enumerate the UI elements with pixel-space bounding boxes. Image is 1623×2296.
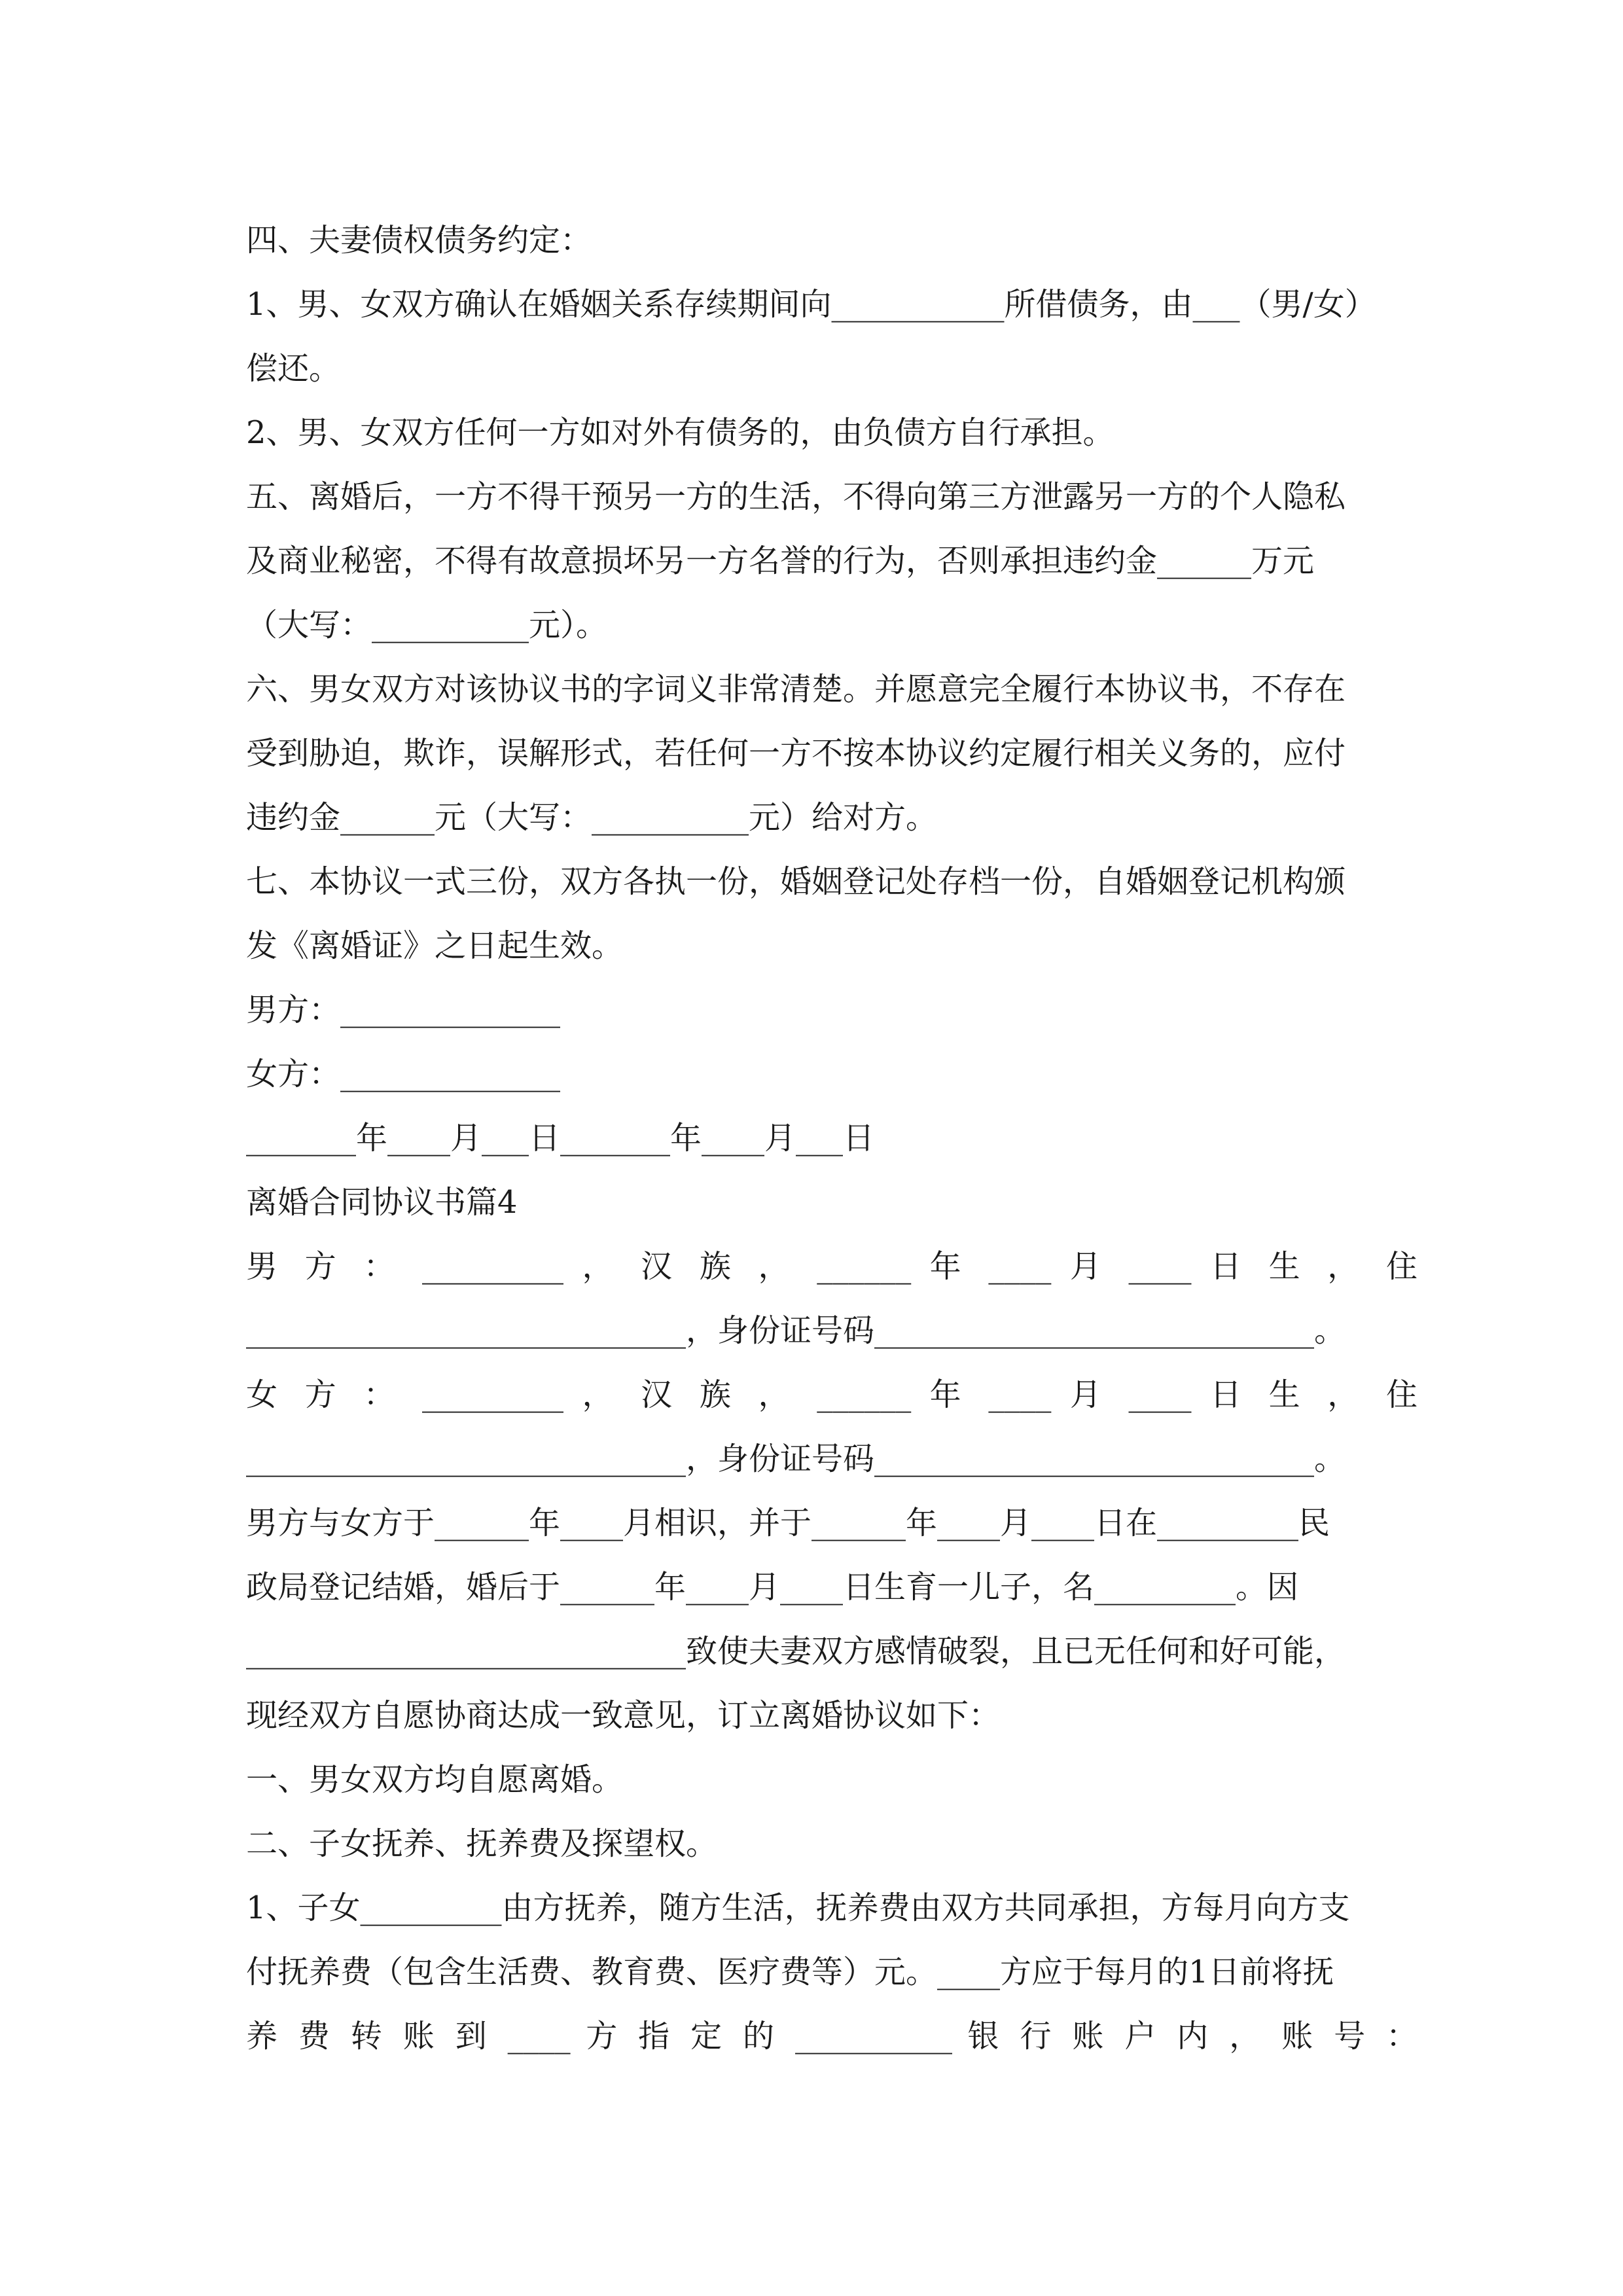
male-party-line: 男 方 ： _________ ， 汉 族 ， ______ 年 ____ 月 ____ 日 生 ， 住 bbox=[246, 1248, 1418, 1285]
paragraph-line: （大写：__________元）。 bbox=[246, 607, 608, 643]
female-party-line: 女 方 ： _________ ， 汉 族 ， ______ 年 ____ 月 ____ 日 生 ， 住 bbox=[246, 1376, 1418, 1413]
clause-1: 一、男女双方均自愿离婚。 bbox=[246, 1761, 624, 1798]
paragraph-line: 男方与女方于______年____月相识，并于______年____月____日在_________民 bbox=[246, 1505, 1330, 1541]
paragraph-line: 七、本协议一式三份，双方各执一份，婚姻登记处存档一份，自婚姻登记机构颁 bbox=[246, 863, 1346, 900]
female-id-line: ____________________________，身份证号码____________________________。 bbox=[246, 1441, 1346, 1477]
contract-text bbox=[246, 208, 1418, 2068]
clause-2: 二、子女抚养、抚养费及探望权。 bbox=[246, 1825, 718, 1862]
paragraph-line: 付抚养费（包含生活费、教育费、医疗费等）元。____方应于每月的1日前将抚 bbox=[246, 1954, 1334, 1990]
paragraph-line: 偿还。 bbox=[246, 350, 341, 387]
paragraph-line: 现经双方自愿协商达成一致意见，订立离婚协议如下： bbox=[246, 1697, 1001, 1734]
male-id-line: ____________________________，身份证号码____________________________。 bbox=[246, 1312, 1346, 1349]
paragraph-line: ____________________________致使夫妻双方感情破裂，且已无任何和好可能， bbox=[246, 1633, 1346, 1670]
paragraph-line: 发《离婚证》之日起生效。 bbox=[246, 927, 624, 964]
paragraph-line: 六、男女双方对该协议书的字词义非常清楚。并愿意完全履行本协议书，不存在 bbox=[246, 671, 1346, 708]
signature-line-female: 女方：______________ bbox=[246, 1056, 561, 1092]
section-heading-4: 四、夫妻债权债务约定： bbox=[246, 222, 592, 259]
paragraph-line: 1、子女_________由方抚养，随方生活，抚养费由双方共同承担，方每月向方支 bbox=[246, 1890, 1350, 1926]
signature-line-male: 男方：______________ bbox=[246, 992, 561, 1028]
paragraph-line: 五、离婚后，一方不得干预另一方的生活，不得向第三方泄露另一方的个人隐私 bbox=[246, 478, 1346, 515]
paragraph-line: 养 费 转 账 到 ____ 方 指 定 的 __________ 银 行 账 户 内 ， 账 号 ： bbox=[246, 2018, 1418, 2054]
paragraph-line: 政局登记结婚，婚后于______年____月____日生育一儿子，名_________。因 bbox=[246, 1569, 1299, 1605]
paragraph-line: 1、男、女双方确认在婚姻关系存续期间向___________所借债务，由___（男/女） bbox=[246, 286, 1376, 323]
article-title: 离婚合同协议书篇4 bbox=[246, 1184, 518, 1221]
paragraph-line: 2、男、女双方任何一方如对外有债务的，由负债方自行承担。 bbox=[246, 414, 1115, 451]
paragraph-line: 受到胁迫，欺诈，误解形式，若任何一方不按本协议约定履行相关义务的，应付 bbox=[246, 735, 1346, 772]
paragraph-line: 及商业秘密，不得有故意损坏另一方名誉的行为，否则承担违约金______万元 bbox=[246, 543, 1315, 579]
paragraph-line: 违约金______元（大写：__________元）给对方。 bbox=[246, 799, 938, 836]
date-line: _______年____月___日_______年____月___日 bbox=[246, 1120, 875, 1157]
